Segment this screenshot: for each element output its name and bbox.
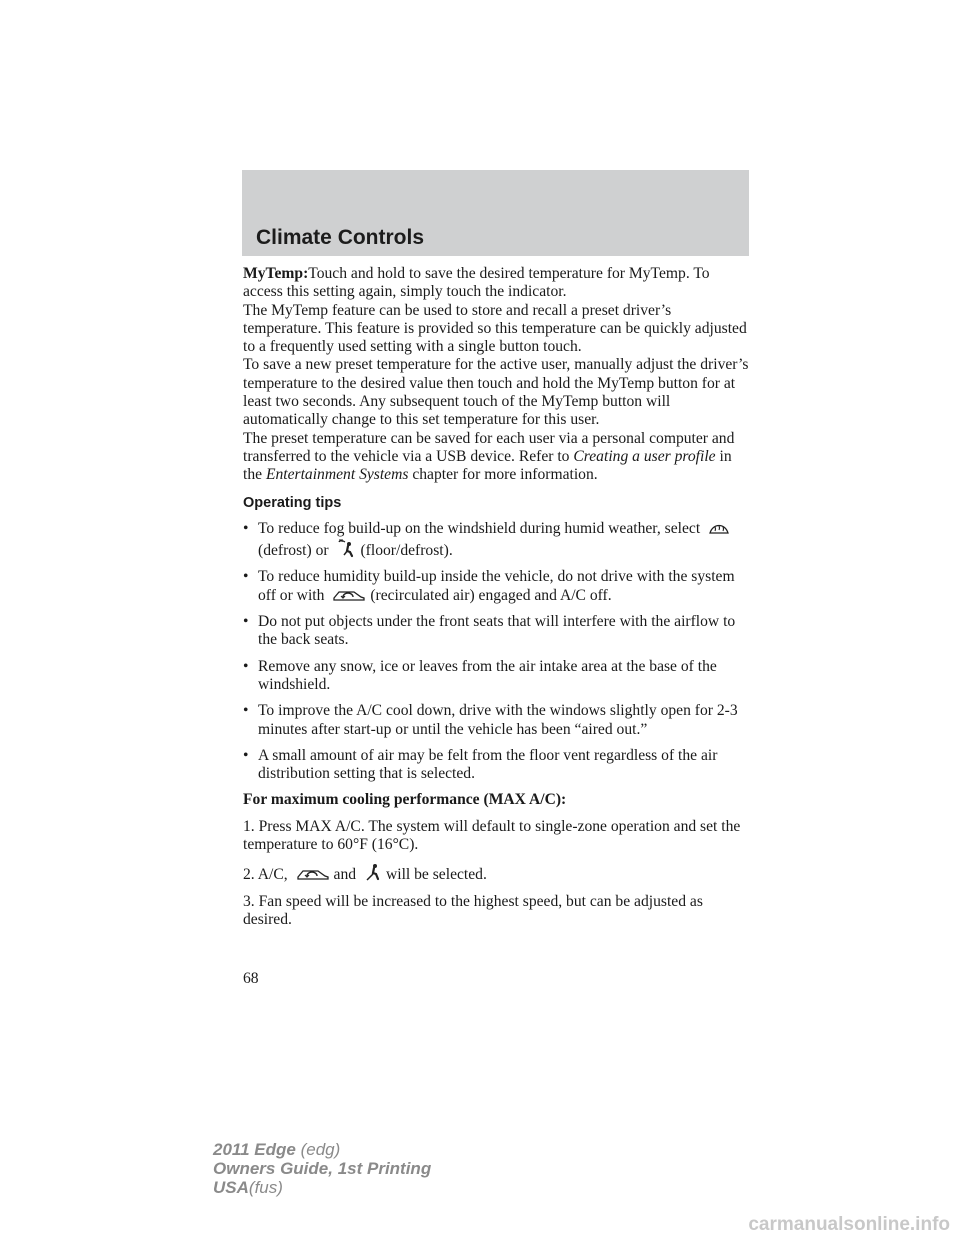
mytemp-p4-text-c: chapter for more information. bbox=[408, 466, 598, 484]
tip-1-text-c: (floor/defrost). bbox=[360, 542, 453, 560]
step-2-text-c: will be selected. bbox=[385, 866, 487, 884]
floor-defrost-icon bbox=[336, 538, 356, 558]
tip-4-text: Remove any snow, ice or leaves from the air intake area at the base of the windshield. bbox=[258, 657, 717, 693]
bullet: • bbox=[243, 657, 249, 675]
footer-model-code: (edg) bbox=[300, 1140, 341, 1159]
tip-1-text-b: (defrost) or bbox=[258, 542, 329, 560]
bullet: • bbox=[243, 519, 249, 537]
list-item bbox=[243, 568, 753, 605]
recirculated-air-icon bbox=[296, 866, 330, 882]
step-2-text-b: and bbox=[333, 866, 357, 884]
mytemp-paragraph-4 bbox=[243, 430, 753, 485]
max-ac-heading: For maximum cooling performance (MAX A/C): bbox=[243, 791, 567, 809]
recirculated-air-icon bbox=[332, 587, 366, 603]
page-content bbox=[243, 265, 753, 929]
footer-line-3 bbox=[213, 1178, 431, 1197]
operating-tips-heading: Operating tips bbox=[243, 494, 342, 511]
mytemp-paragraph-2: The MyTemp feature can be used to store and recall a preset driver’s temperature. This feature is provided so this temperature can be quickly adjusted to a frequently used setting with a single button touch. bbox=[243, 301, 747, 356]
watermark: carmanualsonline.info bbox=[748, 1214, 950, 1235]
footer-line-1 bbox=[213, 1140, 431, 1159]
floor-vent-icon bbox=[364, 862, 382, 882]
chapter-title: Climate Controls bbox=[256, 226, 425, 249]
creating-user-profile-reference: Creating a user profile bbox=[573, 447, 716, 465]
tip-6-text: A small amount of air may be felt from the floor vent regardless of the air distribution setting that is selected. bbox=[258, 746, 718, 783]
page-number: 68 bbox=[243, 970, 259, 987]
operating-tips-list bbox=[243, 520, 753, 784]
list-item bbox=[243, 702, 753, 739]
tip-3-text: Do not put objects under the front seats that will interfere with the airflow to the back seats. bbox=[258, 613, 736, 649]
tip-2-text-a: To reduce humidity build-up inside the vehicle, do not drive with the system off or with bbox=[258, 568, 735, 604]
bullet: • bbox=[243, 568, 249, 586]
footer-model: 2011 Edge bbox=[213, 1140, 296, 1159]
max-ac-step-3: 3. Fan speed will be increased to the highest speed, but can be adjusted as desired. bbox=[243, 892, 703, 928]
entertainment-systems-reference: Entertainment Systems bbox=[265, 466, 409, 484]
tip-5-text: To improve the A/C cool down, drive with the windows slightly open for 2-3 minutes after start-up or until the vehicle has been “aired out.” bbox=[258, 702, 738, 738]
defrost-icon bbox=[708, 520, 730, 536]
max-ac-step-1: 1. Press MAX A/C. The system will default to single-zone operation and set the temperature to 60°F (16°C). bbox=[243, 817, 741, 854]
max-ac-step-2 bbox=[243, 862, 753, 884]
mytemp-p4-text-a: The preset temperature can be saved for each user via a personal computer and transferred to the vehicle via a USB device. Refer to bbox=[243, 429, 735, 465]
bullet: • bbox=[243, 613, 249, 631]
list-item bbox=[243, 747, 753, 784]
tip-1-text-a: To reduce fog build-up on the windshield during humid weather, select bbox=[258, 519, 701, 537]
chapter-header-band bbox=[242, 170, 749, 256]
mytemp-paragraph-1 bbox=[243, 265, 753, 302]
list-item bbox=[243, 658, 753, 695]
mytemp-paragraph-3: To save a new preset temperature for the active user, manually adjust the driver’s temperature to the desired value then touch and hold the MyTemp button for at least two seconds. Any subsequent touch of the MyTemp button will automatically change to this set temperature for this user. bbox=[243, 356, 749, 429]
footer-market: USA bbox=[213, 1178, 249, 1197]
step-2-text-a: 2. A/C, bbox=[243, 866, 288, 884]
bullet: • bbox=[243, 702, 249, 720]
footer-line-2: Owners Guide, 1st Printing bbox=[213, 1159, 432, 1178]
list-item bbox=[243, 613, 753, 650]
document-footer bbox=[213, 1140, 431, 1197]
mytemp-p4-text-b: in the bbox=[243, 447, 732, 484]
mytemp-paragraph-1-text: Touch and hold to save the desired temperature for MyTemp. To access this setting again, simply touch the indicator. bbox=[243, 265, 710, 301]
tip-2-text-b: (recirculated air) engaged and A/C off. bbox=[370, 586, 612, 604]
list-item bbox=[243, 520, 753, 561]
footer-market-code: (fus) bbox=[248, 1178, 283, 1197]
mytemp-label: MyTemp: bbox=[243, 265, 309, 282]
bullet: • bbox=[243, 746, 249, 764]
